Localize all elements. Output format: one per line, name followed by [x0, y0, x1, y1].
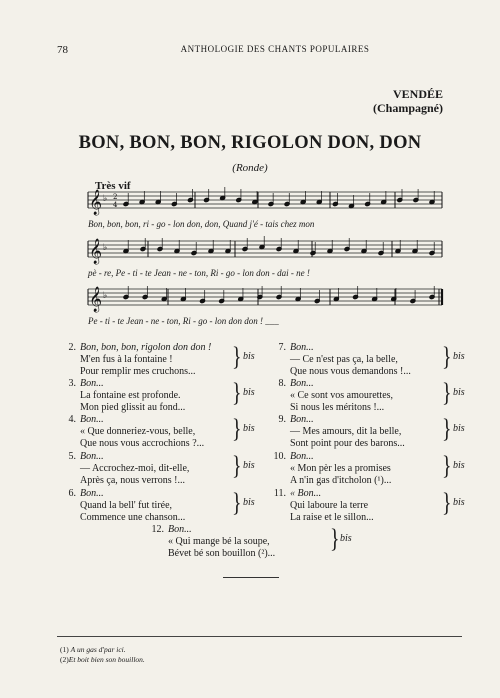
- footnote-2: (2)Et boit bien son bouillon.: [60, 655, 145, 664]
- verse-line: La fontaine est profonde.: [80, 390, 181, 401]
- verse-number: 11.: [273, 488, 286, 499]
- treble-clef-icon: 𝄞: [89, 239, 103, 264]
- bis-marker: bis: [243, 460, 255, 471]
- verse-line: Mon pied glissit au fond...: [80, 402, 186, 413]
- verse-line: La raise et le sillon...: [290, 512, 374, 523]
- verse-line: Que nous vous accrochions ?...: [80, 438, 205, 449]
- verse-text: [290, 451, 391, 487]
- verse-line: « Que donneriez-vous, belle,: [80, 426, 196, 437]
- verse-line: Bon...: [290, 451, 314, 462]
- verse-line: Bon...: [80, 414, 104, 425]
- brace-icon: }: [232, 342, 242, 372]
- verse-line: Bon...: [168, 524, 192, 535]
- verse-line: Bon...: [290, 342, 314, 353]
- verse-number: 5.: [68, 451, 76, 462]
- verse-line: « Ce sont vos amourettes,: [290, 390, 394, 401]
- verse-number: 9.: [278, 414, 286, 425]
- region-name: VENDÉE: [392, 87, 443, 101]
- lyric-line-1: Bon, bon, bon, ri - go - lon don, don, Quand j'é - tais chez mon: [88, 219, 315, 229]
- verse-line: M'en fus à la fontaine !: [80, 354, 173, 365]
- verse-line: — Accrochez-moi, dit-elle,: [80, 463, 190, 474]
- verse-line: « Mon pèr les a promises: [290, 463, 391, 474]
- verse-line: Sont point pour des barons...: [290, 438, 405, 449]
- brace-icon: }: [442, 378, 452, 408]
- running-title: ANTHOLOGIE DES CHANTS POPULAIRES: [180, 44, 370, 54]
- verse-line: Bon...: [80, 451, 104, 462]
- footnote-rule: [57, 636, 462, 637]
- verse-line: Après ça, nous verrons !...: [80, 475, 185, 486]
- verse-text: [290, 342, 411, 378]
- verse-line: Bon...: [80, 378, 104, 389]
- verse-number: 2.: [68, 342, 76, 353]
- brace-icon: }: [442, 488, 452, 518]
- flat-icon: ♭: [103, 291, 108, 301]
- bis-marker: bis: [453, 460, 465, 471]
- verse-line: Bon, bon, bon, rigolon don don !: [80, 342, 212, 353]
- verse-number: 7.: [278, 342, 286, 353]
- verse-text: [80, 451, 189, 487]
- bis-marker: bis: [453, 497, 465, 508]
- verse-line: Commence une chanson...: [80, 512, 186, 523]
- brace-icon: }: [330, 524, 340, 554]
- treble-clef-icon: 𝄞: [89, 190, 103, 215]
- verse-line: Bévet bé son bouillon (²)...: [168, 548, 276, 559]
- brace-icon: }: [232, 414, 242, 444]
- brace-icon: }: [442, 414, 452, 444]
- verse-number: 12.: [151, 524, 164, 535]
- verse-line: Bon...: [290, 414, 314, 425]
- brace-icon: }: [442, 451, 452, 481]
- verse-text: [80, 488, 185, 524]
- clefs: [89, 189, 118, 312]
- bis-marker: bis: [340, 533, 352, 544]
- verse-line: Quand la bell' fut tirée,: [80, 500, 173, 511]
- verse-line: « Qui mange bé la soupe,: [168, 536, 270, 547]
- verse-line: Que nous vous demandons !...: [290, 366, 411, 377]
- verse-line: Qui laboure la terre: [290, 500, 369, 511]
- treble-clef-icon: 𝄞: [89, 287, 103, 312]
- bis-marker: bis: [243, 351, 255, 362]
- bis-marker: bis: [243, 423, 255, 434]
- verse-text: [168, 524, 275, 560]
- meter-icon: 2: [113, 193, 118, 201]
- region-place: (Champagné): [372, 101, 443, 115]
- verse-number: 3.: [68, 378, 76, 389]
- song-subtitle: (Ronde): [232, 162, 268, 174]
- bis-marker: bis: [453, 351, 465, 362]
- verse-text: [80, 378, 185, 414]
- song-title: BON, BON, BON, RIGOLON DON, DON: [78, 133, 422, 153]
- brace-icon: }: [442, 342, 452, 372]
- page-number: 78: [57, 44, 68, 56]
- verse-number: 10.: [273, 451, 286, 462]
- flat-icon: ♭: [103, 194, 108, 204]
- verse-number: 4.: [68, 414, 76, 425]
- verse-number: 8.: [278, 378, 286, 389]
- verse-line: Bon...: [290, 378, 314, 389]
- bis-marker: bis: [453, 387, 465, 398]
- verse-text: [80, 342, 211, 378]
- verse-line: « Bon...: [290, 488, 322, 499]
- lyric-line-2: pè - re, Pe - ti - te Jean - ne - ton, Ri - go - lon don - dai - ne !: [88, 268, 310, 278]
- flat-icon: ♭: [103, 243, 108, 253]
- verse-line: A n'in gas d'itcholon (¹)...: [290, 475, 392, 486]
- tempo-marking: Très vif: [95, 180, 131, 192]
- verse-line: Bon...: [80, 488, 104, 499]
- lyric-line-3: Pe - ti - te Jean - ne - ton, Ri - go - lon don don ! ___: [88, 316, 279, 326]
- bis-marker: bis: [453, 423, 465, 434]
- footnote-1: (1) A un gas d'par ici.: [60, 645, 126, 654]
- bis-marker: bis: [243, 497, 255, 508]
- verse-line: — Ce n'est pas ça, la belle,: [290, 354, 398, 365]
- verse-text: [290, 488, 374, 524]
- meter-icon: 4: [113, 201, 118, 209]
- separator-rule: [223, 577, 279, 578]
- verse-text: [80, 414, 204, 450]
- brace-icon: }: [232, 488, 242, 518]
- verse-line: Si nous les méritons !...: [290, 402, 385, 413]
- brace-icon: }: [232, 378, 242, 408]
- verse-line: Pour remplir mes cruchons...: [80, 366, 196, 377]
- bis-marker: bis: [243, 387, 255, 398]
- verse-text: [290, 414, 405, 450]
- verse-text: [290, 378, 393, 414]
- verse-line: — Mes amours, dit la belle,: [290, 426, 402, 437]
- brace-icon: }: [232, 451, 242, 481]
- verse-number: 6.: [68, 488, 76, 499]
